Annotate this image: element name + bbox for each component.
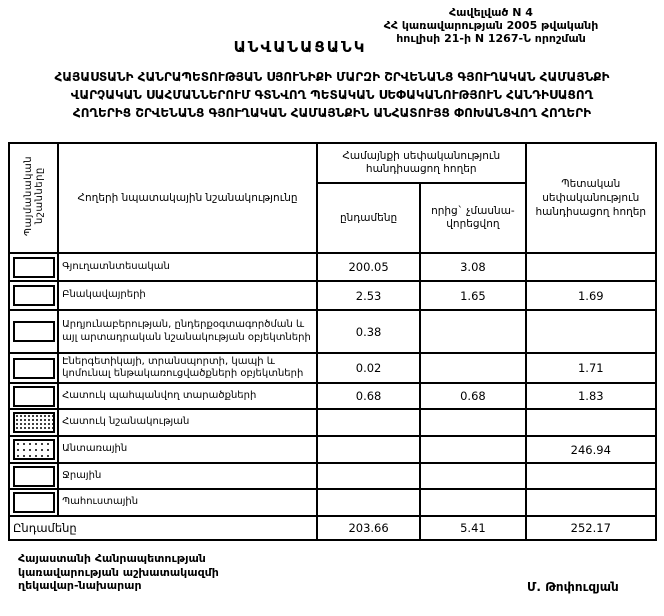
land-category-label: Հատուկ պահպանվող տարածքների [58,383,317,409]
community-total-value: 0.38 [317,310,420,353]
table-row [9,253,656,281]
legend-swatch [13,466,55,487]
appendix-line: Հավելված N 4 [449,6,533,19]
land-category-label: Բնակավայրերի [58,281,317,310]
community-total-value [317,463,420,489]
legend-cell [9,310,58,353]
legend-cell [9,383,58,409]
land-category-label: Անտառային [58,436,317,463]
table-row [9,489,656,516]
legend-cell [9,463,58,489]
state-value: 1.83 [526,383,656,409]
state-value: 1.71 [526,353,656,383]
legend-swatch [13,492,55,513]
non-privatized-value: 0.68 [420,383,525,409]
appendix-line: հուլիսի 21-ի N 1267-Ն որոշման [396,32,586,45]
table-row [9,436,656,463]
legend-swatch [13,257,55,278]
column-header-total: ընդամենը [317,183,420,253]
land-category-label: Պահուստային [58,489,317,516]
non-privatized-value [420,489,525,516]
state-value [526,489,656,516]
state-value [526,463,656,489]
grand-total-non-privatized: 5.41 [420,516,525,540]
table-row [9,463,656,489]
community-total-value: 200.05 [317,253,420,281]
land-category-label: Գյուղատնտեսական [58,253,317,281]
land-transfer-table [8,142,657,541]
community-total-value: 2.53 [317,281,420,310]
signatory-title [18,552,219,593]
legend-swatch [13,358,55,379]
column-header-non-privatized: որից` չմասնա-վորեցվող [420,183,525,253]
land-category-label: Արդյունաբերության, ընդերքօգտագործման և այլ արտադրական նշանակության օբյեկտների [58,310,317,353]
table-row [9,383,656,409]
subtitle-line: ՎԱՐՉԱԿԱՆ ՍԱՀՄԱՆՆԵՐՈՒՄ ԳՏՆՎՈՂ ՊԵՏԱԿԱՆ ՍԵՓԱԿԱՆՈՒԹՅՈՒՆ ՀԱՆԴԻՍԱՑՈՂ [70,88,594,102]
subtitle-line: ՀԱՅԱՍՏԱՆԻ ՀԱՆՐԱՊԵՏՈՒԹՅԱՆ ՍՅՈՒՆԻՔԻ ՄԱՐԶԻ ՇՐՎԵՆԱՆՑ ԳՅՈՒՂԱԿԱՆ ՀԱՄԱՅՆՔԻ [54,70,610,84]
legend-swatch [13,412,55,433]
table-row [9,281,656,310]
table-row [9,310,656,353]
state-value [526,310,656,353]
legend-cell [9,353,58,383]
state-value [526,253,656,281]
legend-swatch [13,439,55,460]
state-value: 1.69 [526,281,656,310]
community-total-value: 0.68 [317,383,420,409]
community-total-value [317,489,420,516]
subtitle-line: ՀՈՂԵՐԻՑ ՇՐՎԵՆԱՆՑ ԳՅՈՒՂԱԿԱՆ ՀԱՄԱՅՆՔԻՆ ԱՆՀԱՏՈՒՅՑ ՓՈԽԱՆՑՎՈՂ ՀՈՂԵՐԻ [72,106,592,120]
legend-cell [9,281,58,310]
non-privatized-value: 3.08 [420,253,525,281]
table-row [9,353,656,383]
table-row [9,409,656,436]
total-row-label: Ընդամենը [9,516,317,540]
land-category-label: Ջրային [58,463,317,489]
appendix-line: ՀՀ կառավարության 2005 թվականի [383,19,599,32]
column-group-community-lands: Համայնքի սեփականություն հանդիսացող հողեր [317,143,526,183]
grand-total-state: 252.17 [526,516,656,540]
state-value [526,409,656,436]
legend-cell [9,253,58,281]
document-subtitle [6,68,658,122]
page-title: ԱՆՎԱՆԱՑԱՆԿ [233,38,367,56]
signatory-title-line: ղեկավար-նախարար [18,579,142,592]
column-header-symbols: Պայմանական նշանները [9,143,58,253]
legend-cell [9,409,58,436]
signatory-title-line: Հայաստանի Հանրապետության [18,552,206,565]
community-total-value: 0.02 [317,353,420,383]
legend-swatch [13,321,55,342]
legend-swatch [13,386,55,407]
signature-name: Մ. Թոփուզյան [527,580,619,594]
land-category-label: Էներգետիկայի, տրանսպորտի, կապի և կոմունալ ենթակառուցվածքների օբյեկտների [58,353,317,383]
non-privatized-value [420,353,525,383]
land-category-label: Հատուկ նշանակության [58,409,317,436]
non-privatized-value: 1.65 [420,281,525,310]
signatory-title-line: կառավարության աշխատակազմի [18,565,219,579]
community-total-value [317,409,420,436]
non-privatized-value [420,409,525,436]
column-header-state-lands: Պետական սեփականություն հանդիսացող հողեր [526,143,656,253]
community-total-value [317,436,420,463]
legend-swatch [13,285,55,306]
non-privatized-value [420,436,525,463]
non-privatized-value [420,310,525,353]
non-privatized-value [420,463,525,489]
total-row [9,516,656,540]
state-value: 246.94 [526,436,656,463]
column-header-purpose: Հողերի նպատակային նշանակությունը [58,143,317,253]
grand-total-community: 203.66 [317,516,420,540]
legend-cell [9,436,58,463]
legend-cell [9,489,58,516]
